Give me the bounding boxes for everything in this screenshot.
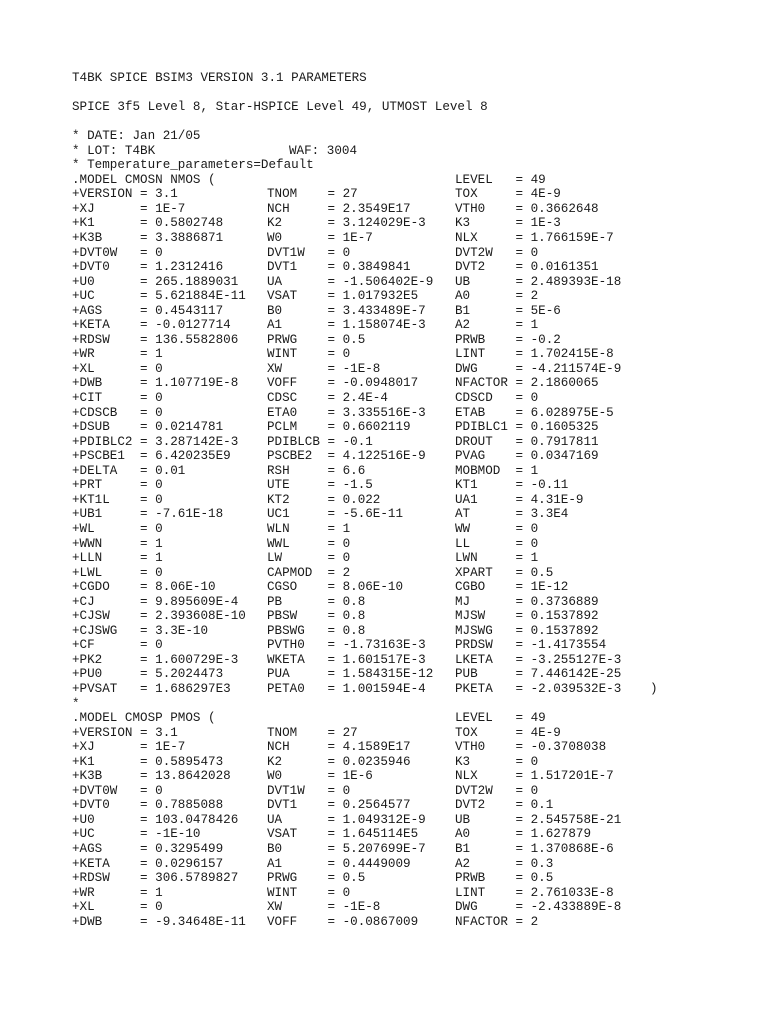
parameter-cell: NCH = 4.1589E17 [267,740,411,755]
parameter-row [72,813,762,828]
parameter-cell: +UB1 = -7.61E-18 [72,507,224,522]
parameter-cell: VTH0 = -0.3708038 [455,740,607,755]
blank-line [72,86,762,101]
parameter-cell: DWG = -4.211574E-9 [455,361,622,376]
parameter-row [72,857,762,872]
nmos-parameter-table [72,187,762,696]
parameter-cell: +LLN = 1 [72,551,163,566]
parameter-cell: XW = -1E-8 [267,900,381,915]
parameter-cell: A0 = 1.627879 [455,827,592,842]
parameter-row [72,406,762,421]
parameter-row [72,478,762,493]
parameter-cell: +KETA = 0.0296157 [72,856,224,871]
parameter-cell: +CJSWG = 3.3E-10 [72,623,209,638]
parameter-cell: PUA = 1.584315E-12 [267,667,434,682]
parameter-cell: K2 = 3.124029E-3 [267,216,426,231]
parameter-row [72,871,762,886]
parameter-cell: VSAT = 1.645114E5 [267,827,419,842]
parameter-cell: PUB = 7.446142E-25 [455,667,622,682]
parameter-cell: NCH = 2.3549E17 [267,201,411,216]
parameter-cell: DVT1 = 0.3849841 [267,260,411,275]
parameter-cell: +KETA = -0.0127714 [72,318,231,333]
parameter-row [72,231,762,246]
document-subtitle: SPICE 3f5 Level 8, Star-HSPICE Level 49, UTMOST Level 8 [72,100,488,115]
parameter-cell: CDSC = 2.4E-4 [267,391,388,406]
pmos-parameter-table [72,726,762,930]
parameter-cell: TOX = 4E-9 [455,187,561,202]
parameter-cell: +K3B = 13.8642028 [72,769,231,784]
parameter-cell: +DSUB = 0.0214781 [72,420,224,435]
parameter-row [72,667,762,682]
parameter-cell: CAPMOD = 2 [267,565,351,580]
parameter-cell: +CDSCB = 0 [72,405,163,420]
parameter-cell: +AGS = 0.3295499 [72,841,224,856]
parameter-row [72,595,762,610]
parameter-cell: PDIBLCB = -0.1 [267,434,373,449]
parameter-cell: +U0 = 103.0478426 [72,812,239,827]
parameter-cell: PVAG = 0.0347169 [455,449,599,464]
parameter-cell: PB = 0.8 [267,594,366,609]
parameter-cell: +CGDO = 8.06E-10 [72,580,216,595]
parameter-cell: A1 = 1.158074E-3 [267,318,426,333]
parameter-row [72,333,762,348]
parameter-cell: PRWG = 0.5 [267,332,366,347]
spice-parameter-document [72,71,762,929]
parameter-cell: AT = 3.3E4 [455,507,569,522]
parameter-row [72,493,762,508]
parameter-row [72,507,762,522]
parameter-cell: +CJSW = 2.393608E-10 [72,609,246,624]
parameter-row [72,740,762,755]
parameter-cell: K3 = 0 [455,754,539,769]
parameter-cell: +DVT0W = 0 [72,783,163,798]
parameter-cell: +WR = 1 [72,347,163,362]
parameter-cell: TNOM = 27 [267,187,358,202]
parameter-cell: UA = -1.506402E-9 [267,274,434,289]
pmos-model-declaration: .MODEL CMOSP PMOS ( [72,711,216,726]
parameter-cell: LW = 0 [267,551,351,566]
parameter-cell: NFACTOR = 2.1860065 [455,376,599,391]
parameter-cell: +U0 = 265.1889031 [72,274,239,289]
parameter-cell: CDSCD = 0 [455,391,539,406]
parameter-cell: +UC = -1E-10 [72,827,201,842]
parameter-row [72,609,762,624]
closing-paren: ) [650,681,658,696]
parameter-cell: +DWB = 1.107719E-8 [72,376,239,391]
parameter-cell: A0 = 2 [455,289,539,304]
parameter-cell: +DVT0 = 1.2312416 [72,260,224,275]
parameter-cell: +XL = 0 [72,361,163,376]
parameter-cell: PSCBE2 = 4.122516E-9 [267,449,426,464]
parameter-row [72,784,762,799]
parameter-cell: TOX = 4E-9 [455,725,561,740]
parameter-cell: PDIBLC1 = 0.1605325 [455,420,599,435]
parameter-cell: UA1 = 4.31E-9 [455,492,584,507]
parameter-row [72,304,762,319]
parameter-row [72,376,762,391]
parameter-cell: +CIT = 0 [72,391,163,406]
parameter-row [72,827,762,842]
document-title: T4BK SPICE BSIM3 VERSION 3.1 PARAMETERS [72,71,367,85]
parameter-cell: +RDSW = 136.5582806 [72,332,239,347]
parameter-cell: DVT2W = 0 [455,245,539,260]
parameter-row [72,566,762,581]
parameter-row [72,522,762,537]
parameter-cell: LINT = 2.761033E-8 [455,885,614,900]
parameter-cell: DVT2 = 0.1 [455,798,554,813]
parameter-cell: +PSCBE1 = 6.420235E9 [72,449,231,464]
parameter-cell: +XL = 0 [72,900,163,915]
parameter-cell: +XJ = 1E-7 [72,740,186,755]
parameter-row [72,638,762,653]
parameter-cell: DVT1W = 0 [267,245,351,260]
lot-line [72,144,762,159]
parameter-cell: +VERSION = 3.1 [72,725,178,740]
parameter-row [72,289,762,304]
parameter-row [72,216,762,231]
parameter-row [72,420,762,435]
parameter-cell: +CF = 0 [72,638,163,653]
parameter-cell: B1 = 1.370868E-6 [455,841,614,856]
parameter-cell: +PK2 = 1.600729E-3 [72,652,239,667]
parameter-cell: +XJ = 1E-7 [72,201,186,216]
parameter-cell: +UC = 5.621884E-11 [72,289,246,304]
nmos-end-marker: * [72,696,80,711]
parameter-cell: PRDSW = -1.4173554 [455,638,607,653]
parameter-cell: WINT = 0 [267,347,351,362]
parameter-row [72,187,762,202]
parameter-row [72,624,762,639]
lot-label: * LOT: T4BK [72,143,156,158]
parameter-cell: +CJ = 9.895609E-4 [72,594,239,609]
parameter-row [72,682,762,697]
parameter-row [72,551,762,566]
parameter-cell: XW = -1E-8 [267,361,381,376]
parameter-cell: LINT = 1.702415E-8 [455,347,614,362]
parameter-cell: KT1 = -0.11 [455,478,569,493]
parameter-cell: DVT1W = 0 [267,783,351,798]
parameter-cell: +PRT = 0 [72,478,163,493]
pmos-model-line [72,711,762,726]
parameter-row [72,769,762,784]
parameter-cell: CGBO = 1E-12 [455,580,569,595]
parameter-cell: +K3B = 3.3886871 [72,231,224,246]
parameter-cell: PRWB = 0.5 [455,871,554,886]
parameter-cell: W0 = 1E-6 [267,769,373,784]
parameter-cell: VOFF = -0.0948017 [267,376,419,391]
temperature-line: * Temperature_parameters=Default [72,158,314,173]
parameter-cell: DROUT = 0.7917811 [455,434,599,449]
parameter-cell: TNOM = 27 [267,725,358,740]
parameter-row [72,537,762,552]
parameter-cell: UC1 = -5.6E-11 [267,507,404,522]
pmos-level: LEVEL = 49 [455,711,546,726]
parameter-cell: PBSWG = 0.8 [267,623,366,638]
parameter-cell: KT2 = 0.022 [267,492,381,507]
parameter-cell: DWG = -2.433889E-8 [455,900,622,915]
parameter-cell: WWL = 0 [267,536,351,551]
nmos-model-declaration: .MODEL CMOSN NMOS ( [72,172,216,187]
parameter-cell: K2 = 0.0235946 [267,754,411,769]
parameter-cell: NLX = 1.517201E-7 [455,769,614,784]
parameter-cell: +K1 = 0.5802748 [72,216,224,231]
parameter-cell: NFACTOR = 2 [455,914,539,929]
parameter-cell: XPART = 0.5 [455,565,554,580]
parameter-cell: VOFF = -0.0867009 [267,914,419,929]
parameter-row [72,726,762,741]
parameter-cell: B1 = 5E-6 [455,303,561,318]
parameter-cell: +AGS = 0.4543117 [72,303,224,318]
parameter-cell: K3 = 1E-3 [455,216,561,231]
parameter-row [72,246,762,261]
parameter-cell: WKETA = 1.601517E-3 [267,652,426,667]
parameter-cell: DVT2W = 0 [455,783,539,798]
parameter-cell: +DVT0W = 0 [72,245,163,260]
parameter-row [72,886,762,901]
parameter-cell: MJSW = 0.1537892 [455,609,599,624]
parameter-row [72,260,762,275]
parameter-cell: PRWB = -0.2 [455,332,561,347]
parameter-cell: PKETA = -2.039532E-3 [455,681,622,696]
parameter-cell: MJ = 0.3736889 [455,594,599,609]
date-line: * DATE: Jan 21/05 [72,129,201,144]
parameter-cell: W0 = 1E-7 [267,231,373,246]
parameter-row [72,347,762,362]
parameter-cell: +RDSW = 306.5789827 [72,871,239,886]
parameter-cell: WW = 0 [455,521,539,536]
parameter-row [72,755,762,770]
parameter-cell: +KT1L = 0 [72,492,163,507]
parameter-row [72,900,762,915]
parameter-cell: CGSO = 8.06E-10 [267,580,404,595]
parameter-cell: NLX = 1.766159E-7 [455,231,614,246]
parameter-cell: WLN = 1 [267,521,351,536]
parameter-cell: VSAT = 1.017932E5 [267,289,419,304]
waf-label: WAF: 3004 [289,143,358,158]
parameter-row [72,798,762,813]
blank-line [72,115,762,130]
parameter-cell: +LWL = 0 [72,565,163,580]
parameter-cell: PVTH0 = -1.73163E-3 [267,638,426,653]
parameter-cell: +WL = 0 [72,521,163,536]
parameter-row [72,464,762,479]
parameter-cell: DVT1 = 0.2564577 [267,798,411,813]
parameter-cell: UB = 2.489393E-18 [455,274,622,289]
parameter-row [72,318,762,333]
parameter-row [72,202,762,217]
parameter-cell: B0 = 5.207699E-7 [267,841,426,856]
nmos-model-line [72,173,762,188]
parameter-cell: +PVSAT = 1.686297E3 [72,681,231,696]
parameter-cell: LKETA = -3.255127E-3 [455,652,622,667]
parameter-row [72,362,762,377]
parameter-cell: +DVT0 = 0.7885088 [72,798,224,813]
parameter-cell: VTH0 = 0.3662648 [455,201,599,216]
parameter-cell: PCLM = 0.6602119 [267,420,411,435]
parameter-cell: LL = 0 [455,536,539,551]
nmos-level: LEVEL = 49 [455,172,546,187]
parameter-cell: +PU0 = 5.2024473 [72,667,224,682]
parameter-cell: +WWN = 1 [72,536,163,551]
parameter-row [72,580,762,595]
parameter-cell: RSH = 6.6 [267,463,366,478]
parameter-cell: UB = 2.545758E-21 [455,812,622,827]
parameter-cell: MOBMOD = 1 [455,463,539,478]
parameter-row [72,435,762,450]
parameter-cell: ETAB = 6.028975E-5 [455,405,614,420]
parameter-cell: +K1 = 0.5895473 [72,754,224,769]
parameter-cell: LWN = 1 [455,551,539,566]
parameter-cell: +PDIBLC2 = 3.287142E-3 [72,434,239,449]
parameter-cell: ETA0 = 3.335516E-3 [267,405,426,420]
parameter-cell: +DWB = -9.34648E-11 [72,914,246,929]
parameter-row [72,275,762,290]
parameter-cell: UA = 1.049312E-9 [267,812,426,827]
parameter-row [72,915,762,930]
parameter-row [72,449,762,464]
parameter-cell: MJSWG = 0.1537892 [455,623,599,638]
parameter-row [72,842,762,857]
parameter-cell: PBSW = 0.8 [267,609,366,624]
parameter-cell: PETA0 = 1.001594E-4 [267,681,426,696]
parameter-cell: +VERSION = 3.1 [72,187,178,202]
parameter-cell: A2 = 1 [455,318,539,333]
parameter-row [72,391,762,406]
parameter-cell: UTE = -1.5 [267,478,373,493]
parameter-cell: B0 = 3.433489E-7 [267,303,426,318]
parameter-cell: +DELTA = 0.01 [72,463,186,478]
parameter-cell: DVT2 = 0.0161351 [455,260,599,275]
parameter-cell: WINT = 0 [267,885,351,900]
parameter-cell: A2 = 0.3 [455,856,554,871]
parameter-cell: +WR = 1 [72,885,163,900]
parameter-cell: A1 = 0.4449009 [267,856,411,871]
parameter-row [72,653,762,668]
parameter-cell: PRWG = 0.5 [267,871,366,886]
